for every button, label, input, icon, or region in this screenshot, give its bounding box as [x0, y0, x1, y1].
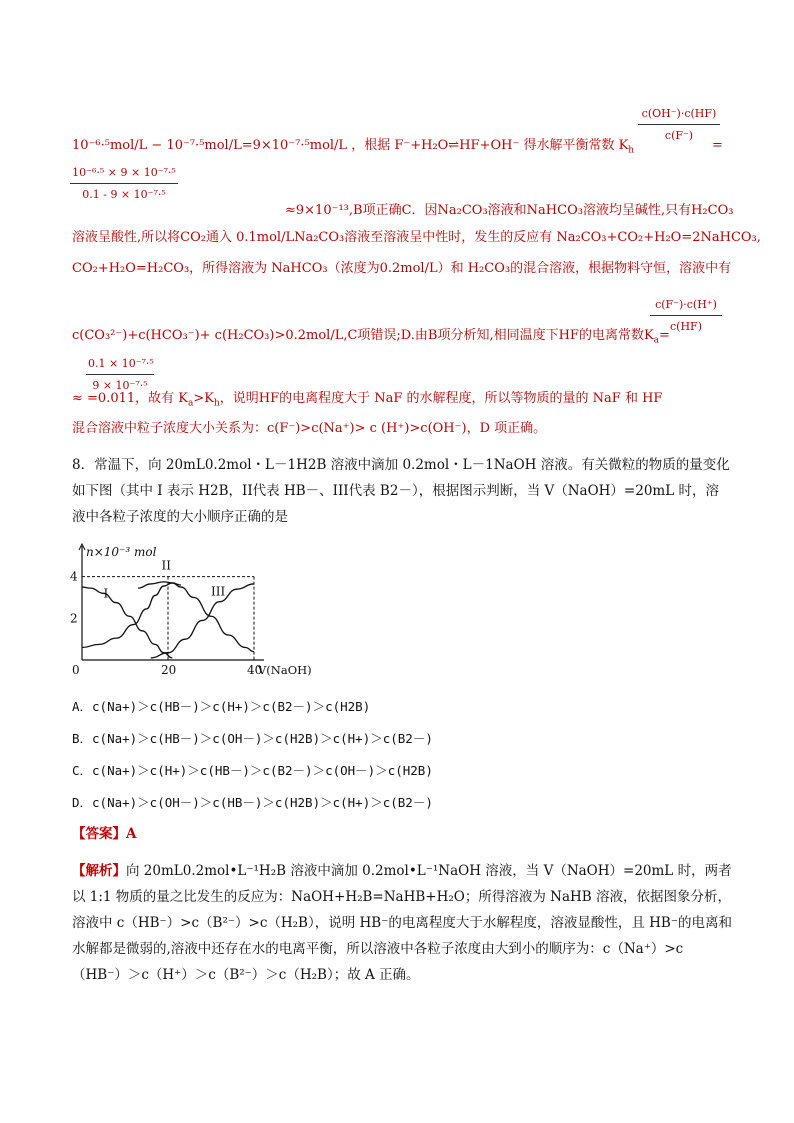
y-axis-label: n×10⁻³ mol [86, 545, 157, 559]
line6-sub-h: h [213, 398, 220, 409]
series-line-1 [82, 583, 181, 648]
option-b: B．c(Na+)＞c(HB－)＞c(OH－)＞c(H2B)＞c(H+)＞c(B2－) [72, 731, 433, 746]
y-tick-label-2: 2 [70, 611, 78, 626]
question-8: 8．常温下，向 20mL0.2mol・L－1H2B 溶液中滴加 0.2mol・L－1NaOH 溶液。有关微粒的物质的量变化如下图（其中 I 表示 H2B，II代表 HB－、III代表 B2－），根据图示判断，当 V（NaOH）=20mL 时，溶液中各粒子浓度的大小顺序正确的是 [72, 457, 730, 525]
line3-text: 溶液呈酸性,所以将CO₂通入 0.1mol/LNa₂CO₃溶液至溶液呈中性时，发生的反应有 Na₂CO₃+CO₂+H₂O=2NaHCO₃, [72, 230, 761, 245]
answer [72, 822, 136, 842]
fraction-kh-value [70, 166, 178, 201]
fraction-ka-value-denominator: 9 × 10⁻⁷·⁵ [92, 379, 148, 392]
option-a: A．c(Na+)＞c(HB－)＞c(H+)＞c(B2－)＞c(H2B) [72, 699, 371, 714]
x-tick-label-0: 0 [72, 663, 80, 677]
answer-label: 【答案】 [72, 826, 126, 842]
x-tick-label-40: 40 [247, 663, 263, 677]
text-line-4 [72, 260, 731, 278]
series-label-2: III [211, 584, 226, 599]
fraction-kh-numerator: c(OH⁻)·c(HF) [641, 107, 717, 120]
series-label-0: I [103, 586, 109, 601]
fraction-kh-value-numerator: 10⁻⁶·⁵ × 9 × 10⁻⁷·⁵ [72, 166, 176, 179]
option-c: C．c(Na+)＞c(H+)＞c(HB－)＞c(B2－)＞c(OH－)＞c(H2B) [72, 763, 433, 778]
explanation-label: 【解析】 [72, 863, 126, 879]
explanation [72, 858, 732, 988]
text-line-1 [72, 137, 634, 160]
fraction-bar [638, 124, 720, 125]
answer-value: A [126, 826, 137, 842]
line6-text: ≈ =0.011，故有 K [72, 391, 188, 406]
titration-chart [62, 540, 312, 680]
series-line-3 [151, 584, 254, 658]
x-axis-label: V(NaOH) [258, 663, 312, 677]
line1-equals-text: = [712, 138, 723, 153]
fraction-bar [70, 183, 178, 184]
fraction-ka-denominator: c(HF) [670, 320, 702, 333]
fraction-kh-denominator: c(F⁻) [664, 129, 694, 142]
x-tick-label-20: 20 [161, 663, 177, 677]
fraction-bar [650, 315, 722, 316]
line4-text: CO₂+H₂O=H₂CO₃，所得溶液为 NaHCO₃（浓度为0.2mol/L）和 H₂CO₃的混合溶液，根据物料守恒，溶液中有 [72, 261, 732, 276]
series-label-1: II [161, 558, 172, 573]
line1-text: 10⁻⁶·⁵mol/L − 10⁻⁷·⁵mol/L=9×10⁻⁷·⁵mol/L ，根据 F⁻+H₂O⇌HF+OH⁻ 得水解平衡常数 K [72, 138, 629, 153]
line6-rest: ，说明HF的电离程度大于 NaF 的水解程度，所以等物质的量的 NaF 和 HF [219, 391, 663, 406]
fraction-ka-value-numerator: 0.1 × 10⁻⁷·⁵ [88, 357, 154, 370]
fraction-ka-value [86, 357, 154, 392]
fraction-kh [638, 107, 720, 142]
line6-sub-a: a [187, 398, 194, 409]
line5-sub: a [653, 335, 660, 346]
explanation-text: 向 20mL0.2mol•L⁻¹H₂B 溶液中滴加 0.2mol•L⁻¹NaOH 溶液，当 V（NaOH）=20mL 时，两者以 1:1 物质的量之比发生的反应为：NaOH+H₂B=NaHB+H₂O；所得溶液为 NaHB 溶液，依据图象分析，溶液中 c（HB⁻）>c（B²⁻）>c（H₂B），说明 HB⁻的电离程度大于水解程度，溶液显酸性，且 HB⁻的电离和水解都是微弱的,溶液中还存在水的电离平衡，所以溶液中各粒子浓度由大到小的顺序为：c（Na⁺）>c（HB⁻）＞c（H⁺）＞c（B²⁻）＞c（H₂B）；故 A 正确。 [72, 863, 732, 983]
text-line-5 [72, 327, 670, 350]
line6-gt: >K [193, 391, 214, 406]
fraction-kh-value-denominator: 0.1 - 9 × 10⁻⁷·⁵ [82, 188, 166, 201]
text-line-3 [72, 229, 761, 247]
line1-sub: h [628, 145, 635, 156]
line1-equals [712, 137, 723, 155]
series-line-2 [138, 582, 254, 652]
series-line-0 [82, 587, 172, 658]
line5-equals: = [659, 328, 670, 343]
text-line-6 [72, 390, 662, 413]
fraction-ka-numerator: c(F⁻)·c(H⁺) [655, 298, 717, 311]
line7-text: 混合溶液中粒子浓度大小关系为：c(F⁻)>c(Na⁺)> c (H⁺)>c(OH⁻)，D 项正确。 [72, 421, 547, 436]
line5-text: c(CO₃²⁻)+c(HCO₃⁻)+ c(H₂CO₃)>0.2mol/L,C项错误;D.由B项分析知,相同温度下HF的电离常数K [72, 328, 654, 343]
fraction-bar [86, 374, 154, 375]
line2-text: ≈9×10⁻¹³,B项正确C．因Na₂CO₃溶液和NaHCO₃溶液均呈碱性,只有H₂CO₃ [285, 203, 734, 218]
y-tick-label-4: 4 [70, 569, 78, 584]
option-d: D．c(Na+)＞c(OH－)＞c(HB－)＞c(H2B)＞c(H+)＞c(B2－) [72, 795, 433, 810]
text-line-7 [72, 420, 546, 438]
text-line-2 [285, 202, 733, 220]
